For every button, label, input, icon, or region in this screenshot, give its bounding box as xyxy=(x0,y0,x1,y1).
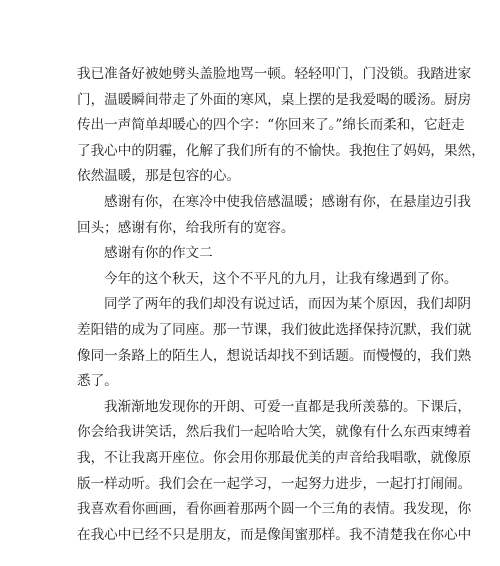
text-line: 像同一条路上的陌生人，想说话却找不到话题。而慢慢的，我们熟 xyxy=(77,347,472,364)
paragraph-start-line: 感谢有你，在寒冷中使我倍感温暖；感谢有你，在悬崖边引我 xyxy=(104,193,472,210)
section-heading: 感谢有你的作文二 xyxy=(104,245,213,262)
text-line: 在我心中已经不只是朋友，而是像闺蜜那样。我不清楚我在你心中 xyxy=(77,526,472,543)
text-line: 传出一声简单却暖心的四个字：“你回来了。”绵长而柔和，它赶走 xyxy=(77,117,465,134)
paragraph-start-line: 今年的这个秋天，这个不平凡的九月，让我有缘遇到了你。 xyxy=(104,270,458,287)
text-line: 依然温暖，那是包容的心。 xyxy=(77,168,241,185)
text-line: 门，温暖瞬间带走了外面的寒风，桌上摆的是我爱喝的暖汤。厨房 xyxy=(77,91,472,108)
text-line: 我已准备好被她劈头盖脸地骂一顿。轻轻叩门，门没锁。我踏进家 xyxy=(77,66,472,82)
text-line: 版一样动听。我们会在一起学习，一起努力进步，一起打打闹闹。 xyxy=(77,475,472,492)
essay-text xyxy=(77,62,485,548)
paragraph-start-line: 同学了两年的我们却没有说过话，而因为某个原因，我们却阴 xyxy=(104,296,472,313)
text-line: 悉了。 xyxy=(77,373,118,390)
text-line: 了我心中的阴霾，化解了我们所有的不愉快。我抱住了妈妈，果然， xyxy=(77,142,485,159)
text-line: 回头；感谢有你，给我所有的宽容。 xyxy=(77,219,295,236)
text-line: 差阳错的成为了同座。那一节课，我们彼此选择保持沉默，我们就 xyxy=(77,321,472,338)
text-line: 我喜欢看你画画，看你画着那两个圆一个三角的表情。我发现，你 xyxy=(77,501,472,518)
paragraph-start-line: 我渐渐地发现你的开朗、可爱一直都是我所羡慕的。下课后， xyxy=(104,398,472,415)
text-line: 我，不让我离开座位。你会用你那最优美的声音给我唱歌，就像原 xyxy=(77,449,472,466)
text-line: 你会给我讲笑话，然后我们一起哈哈大笑，就像有什么东西束缚着 xyxy=(77,424,472,441)
